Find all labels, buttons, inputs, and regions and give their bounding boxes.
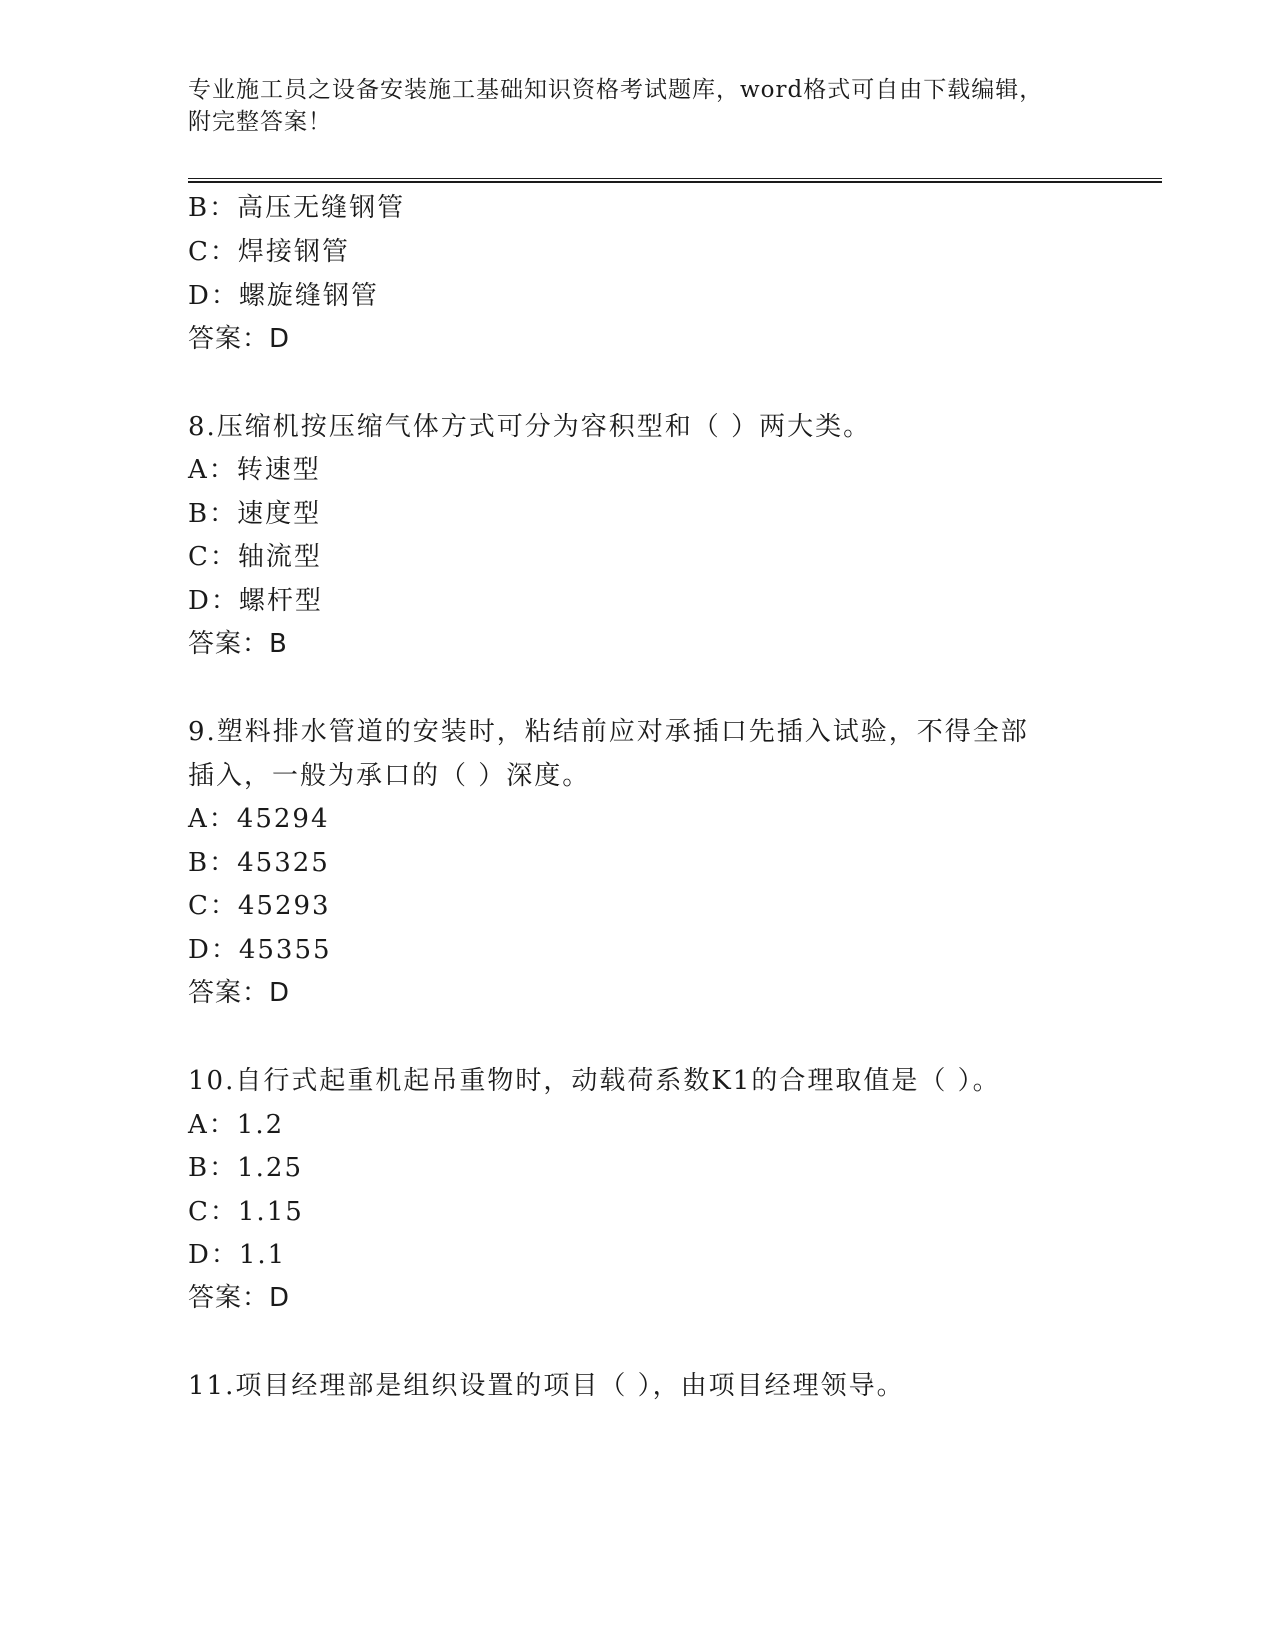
header-divider [188,178,1162,183]
option-b: B：45325 [188,848,330,878]
answer: 答案：D [188,324,291,354]
option-a: A：45294 [188,804,330,834]
question-stem-line2: 插入，一般为承口的（ ）深度。 [188,761,591,791]
header-title-line2: 附完整答案！ [188,109,332,135]
option-d: D：螺旋缝钢管 [188,281,379,311]
option-c: C：45293 [188,891,331,921]
answer: 答案：D [188,978,291,1008]
option-a: A：转速型 [188,455,321,485]
question-stem-line1: 9.塑料排水管道的安装时，粘结前应对承插口先插入试验，不得全部 [188,717,1029,747]
option-c: C：1.15 [188,1197,304,1227]
option-c: C：轴流型 [188,542,322,572]
question-stem: 10.自行式起重机起吊重物时，动载荷系数K1的合理取值是（ ）。 [188,1066,1001,1096]
header-title-line1: 专业施工员之设备安装施工基础知识资格考试题库，word格式可自由下载编辑， [188,77,1044,103]
option-d: D：螺杆型 [188,586,323,616]
option-d: D：45355 [188,935,332,965]
answer: 答案：D [188,1283,291,1313]
question-stem: 11.项目经理部是组织设置的项目（ ），由项目经理领导。 [188,1371,905,1401]
option-a: A：1.2 [188,1110,285,1140]
question-stem: 8.压缩机按压缩气体方式可分为容积型和（ ）两大类。 [188,412,872,442]
option-b: B：1.25 [188,1153,303,1183]
page-header [188,74,1068,138]
option-b: B：速度型 [188,499,322,529]
answer: 答案：B [188,629,288,659]
option-c: C：焊接钢管 [188,237,350,267]
option-d: D：1.1 [188,1240,287,1270]
option-b: B：高压无缝钢管 [188,193,406,223]
